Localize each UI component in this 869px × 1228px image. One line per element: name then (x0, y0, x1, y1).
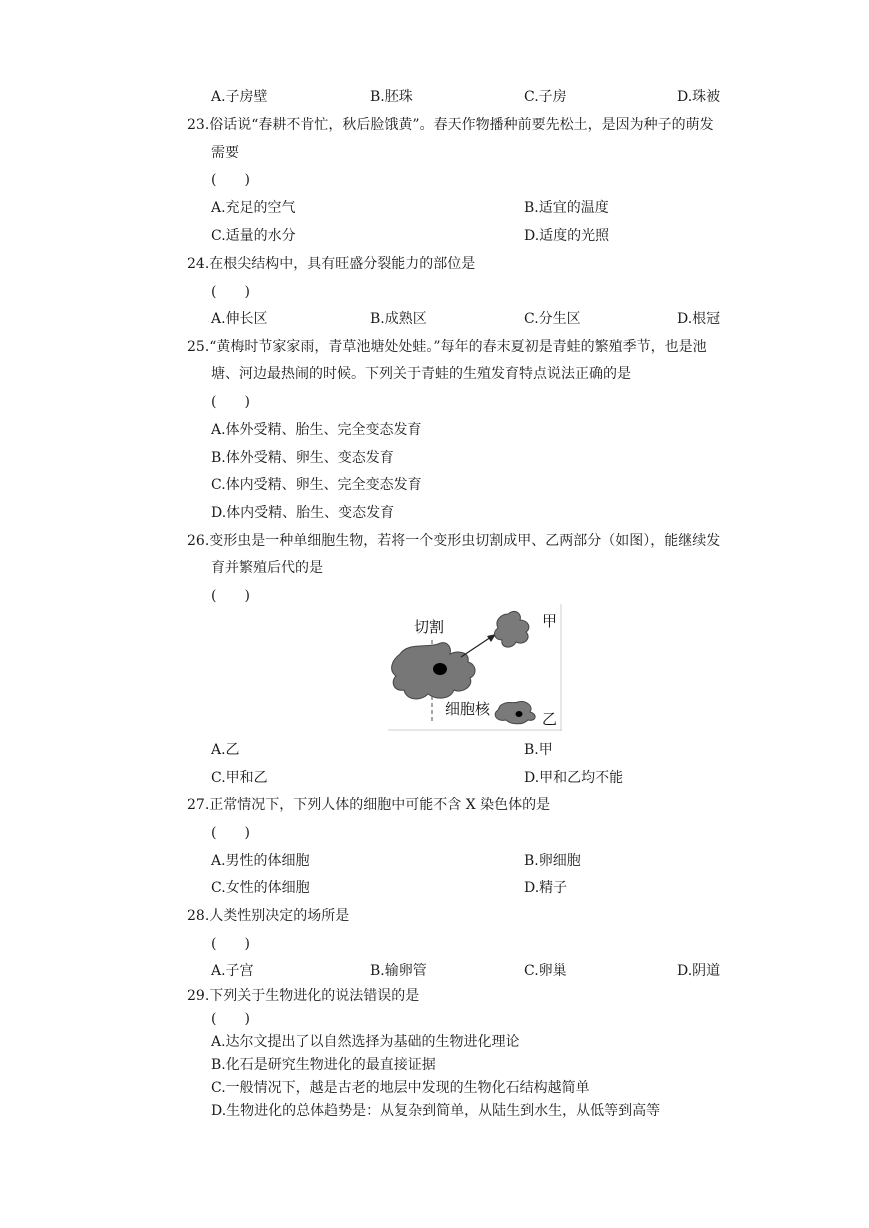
q29-option-a: A.达尔文提出了以自然选择为基础的生物进化理论 (211, 1034, 520, 1050)
q23-option-c: C.适量的水分 (211, 228, 296, 244)
fragment-a (495, 612, 529, 648)
q23-stem-line2: 需要 (211, 145, 239, 161)
q25-answer-paren: ( ) (211, 394, 250, 410)
q29-option-d: D.生物进化的总体趋势是：从复杂到简单，从陆生到水生，从低等到高等 (211, 1103, 661, 1119)
q26-option-c: C.甲和乙 (211, 770, 268, 786)
arrow-line (461, 637, 491, 657)
q23-option-a: A.充足的空气 (211, 200, 296, 216)
fragment-b (495, 702, 535, 724)
amoeba-nucleus (433, 663, 447, 675)
q23-stem-line1: 23.俗话说“春耕不肯忙，秋后脸饿黄”。春天作物播种前要先松土，是因为种子的萌发 (187, 117, 714, 133)
q27-option-b: B.卵细胞 (524, 853, 581, 869)
q26-option-d: D.甲和乙均不能 (524, 770, 624, 786)
q28-stem-line1: 28.人类性别决定的场所是 (187, 908, 350, 924)
fragment-b-nucleus (516, 711, 523, 717)
q24-answer-paren: ( ) (211, 284, 250, 300)
q22-option-a: A.子房壁 (211, 89, 268, 105)
q27-stem-line1: 27.正常情况下，下列人体的细胞中可能不含 X 染色体的是 (187, 797, 551, 813)
q25-option-c: C.体内受精、卵生、完全变态发育 (211, 477, 422, 493)
q28-option-a: A.子宫 (211, 963, 254, 979)
q25-option-d: D.体内受精、胎生、变态发育 (211, 505, 395, 521)
q25-option-b: B.体外受精、卵生、变态发育 (211, 450, 394, 466)
q26-stem-line2: 育并繁殖后代的是 (211, 560, 323, 576)
cut-label: 切割 (414, 618, 445, 636)
part-a-label: 甲 (542, 612, 558, 630)
q22-option-b: B.胚珠 (370, 89, 413, 105)
q24-option-d: D.根冠 (677, 311, 721, 327)
q24-option-a: A.伸长区 (211, 311, 268, 327)
q22-option-d: D.珠被 (677, 89, 721, 105)
q26-option-b: B.甲 (524, 742, 553, 758)
q25-stem-line2: 塘、河边最热闹的时候。下列关于青蛙的生殖发育特点说法正确的是 (211, 366, 631, 382)
q29-option-b: B.化石是研究生物进化的最直接证据 (211, 1057, 436, 1073)
q24-option-b: B.成熟区 (370, 311, 427, 327)
q24-stem-line1: 24.在根尖结构中，具有旺盛分裂能力的部位是 (187, 256, 476, 272)
q26-answer-paren: ( ) (211, 588, 250, 604)
q29-option-c: C.一般情况下，越是古老的地层中发现的生物化石结构越简单 (211, 1080, 590, 1096)
q25-stem-line1: 25.“黄梅时节家家雨，青草池塘处处蛙。”每年的春末夏初是青蛙的繁殖季节，也是池 (187, 339, 707, 355)
q23-answer-paren: ( ) (211, 172, 250, 188)
q27-option-d: D.精子 (524, 880, 568, 896)
q26-stem-line1: 26.变形虫是一种单细胞生物，若将一个变形虫切割成甲、乙两部分（如图），能继续发 (187, 533, 721, 549)
q22-option-c: C.子房 (524, 89, 567, 105)
q28-option-d: D.阴道 (677, 963, 721, 979)
q28-option-c: C.卵巢 (524, 963, 567, 979)
q28-option-b: B.输卵管 (370, 963, 427, 979)
part-b-label: 乙 (542, 710, 558, 728)
nucleus-label: 细胞核 (445, 700, 491, 718)
q29-stem-line1: 29.下列关于生物进化的说法错误的是 (187, 988, 420, 1004)
q23-option-d: D.适度的光照 (524, 228, 610, 244)
q23-option-b: B.适宜的温度 (524, 200, 609, 216)
q28-answer-paren: ( ) (211, 936, 250, 952)
q29-answer-paren: ( ) (211, 1011, 250, 1027)
amoeba-cutting-figure (388, 604, 562, 731)
q25-option-a: A.体外受精、胎生、完全变态发育 (211, 422, 422, 438)
q27-option-c: C.女性的体细胞 (211, 880, 310, 896)
q24-option-c: C.分生区 (524, 311, 581, 327)
q27-option-a: A.男性的体细胞 (211, 853, 310, 869)
q26-option-a: A.乙 (211, 742, 240, 758)
q27-answer-paren: ( ) (211, 825, 250, 841)
